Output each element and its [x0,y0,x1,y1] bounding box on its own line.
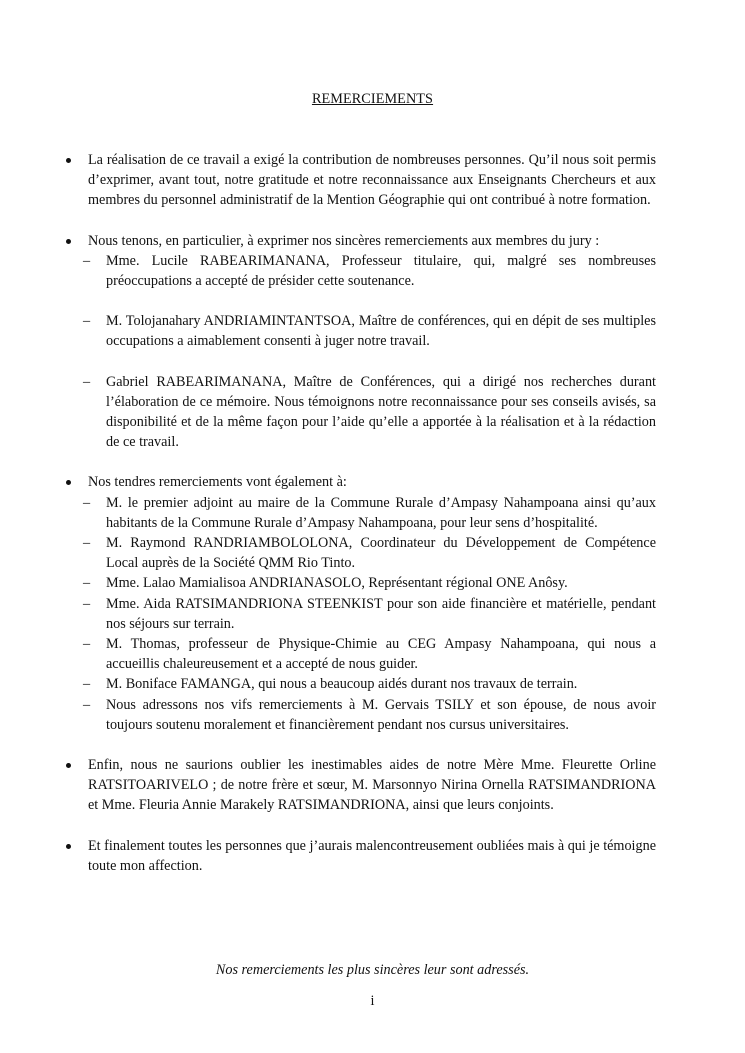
list-item-text: Mme. Aida RATSIMANDRIONA STEENKIST pour son aide financière et matérielle, pendant nos séjours sur terrain. [106,595,656,632]
section-jury [83,231,656,453]
list-item-text: Mme. Lalao Mamialisoa ANDRIANASOLO, Représentant régional ONE Anôsy. [106,575,568,592]
acknowledgements-body [83,150,656,896]
bullet-icon [66,844,71,849]
list-item-text: M. Thomas, professeur de Physique-Chimie au CEG Ampasy Nahampoana, qui nous a accueillis chaleureusement et a accepté de nous guider. [106,636,656,673]
section-text: Et finalement toutes les personnes que j’aurais malencontreusement oubliées mais à qui je témoigne toute mon affection. [88,837,656,874]
list-item [83,372,656,453]
bullet-icon [66,480,71,485]
list-item [83,573,656,593]
dash-icon: – [83,373,91,390]
list-item [83,251,656,291]
list-item [83,634,656,674]
list-item [83,493,656,533]
page-title: REMERCIEMENTS [311,91,434,107]
bullet-icon [66,158,71,163]
list-item [83,533,656,573]
dash-icon: – [83,636,91,653]
list-item [83,674,656,694]
list-item-text: M. le premier adjoint au maire de la Commune Rurale d’Ampasy Nahampoana ainsi qu’aux habitants de la Commune Rurale d’Ampasy Nahampoana, pour leur sens d’hospitalité. [106,494,656,531]
list-item-text: Gabriel RABEARIMANANA, Maître de Conférences, qui a dirigé nos recherches durant l’élaboration de ce mémoire. Nous témoignons notre reconnaissance pour ses conseils avisés, sa disponibilité et de la même façon pour l’aide qu’elle a apportée à la réalisation et à la rédaction de ce travail. [106,373,656,451]
list-item-text: M. Boniface FAMANGA, qui nous a beaucoup aidés durant nos travaux de terrain. [106,676,578,693]
dash-icon: – [83,494,91,511]
page-number: i [370,993,375,1009]
jury-list [83,251,656,453]
dash-icon: – [83,595,91,612]
section-remerciements [83,472,656,735]
section-text: La réalisation de ce travail a exigé la contribution de nombreuses personnes. Qu’il nous soit permis d’exprimer, avant tout, notre gratitude et notre reconnaissance aux Enseignants Chercheurs et aux membres du personnel administratif de la Mention Géographie qui ont contribué à notre formation. [88,152,656,209]
section-enseignants [88,150,656,211]
dash-icon: – [83,313,91,330]
section-text: Enfin, nous ne saurions oublier les inestimables aides de notre Mère Mme. Fleurette Orline RATSITOARIVELO ; de notre frère et sœur, M. Marsonnyo Nirina Ornella RATSIMANDRIONA et Mme. Fleuria Annie Marakely RATSIMANDRIONA, ainsi que leurs conjoints. [88,757,656,814]
list-item-text: Nous adressons nos vifs remerciements à M. Gervais TSILY et son épouse, de nous avoir toujours soutenu moralement et financièrement pendant nos cursus universitaires. [106,696,656,733]
list-item [83,311,656,351]
closing-line: Nos remerciements les plus sincères leur sont adressés. [215,962,530,978]
dash-icon: – [83,575,91,592]
list-item-text: M. Tolojanahary ANDRIAMINTANTSOA, Maître de conférences, qui en dépit de ses multiples occupations a aimablement consenti à juger notre travail. [106,313,656,350]
list-item-text: Mme. Lucile RABEARIMANANA, Professeur titulaire, qui, malgré ses nombreuses préoccupations a accepté de présider cette soutenance. [106,252,656,290]
list-item-text: M. Raymond RANDRIAMBOLOLONA, Coordinateur du Développement de Compétence Local auprès de la Société QMM Rio Tinto. [106,535,656,572]
list-item [83,695,656,735]
thanks-list [83,493,656,735]
bullet-icon [66,239,71,244]
dash-icon: – [83,696,91,713]
bullet-icon [66,763,71,768]
dash-icon: – [83,535,91,552]
section-text: Nos tendres remerciements vont également à: [88,474,347,491]
section-text: Nous tenons, en particulier, à exprimer nos sincères remerciements aux membres du jury : [88,232,600,249]
list-item [83,594,656,634]
dash-icon: – [83,676,91,693]
section-famille [88,755,656,816]
section-affection [88,836,656,876]
dash-icon: – [83,252,91,269]
